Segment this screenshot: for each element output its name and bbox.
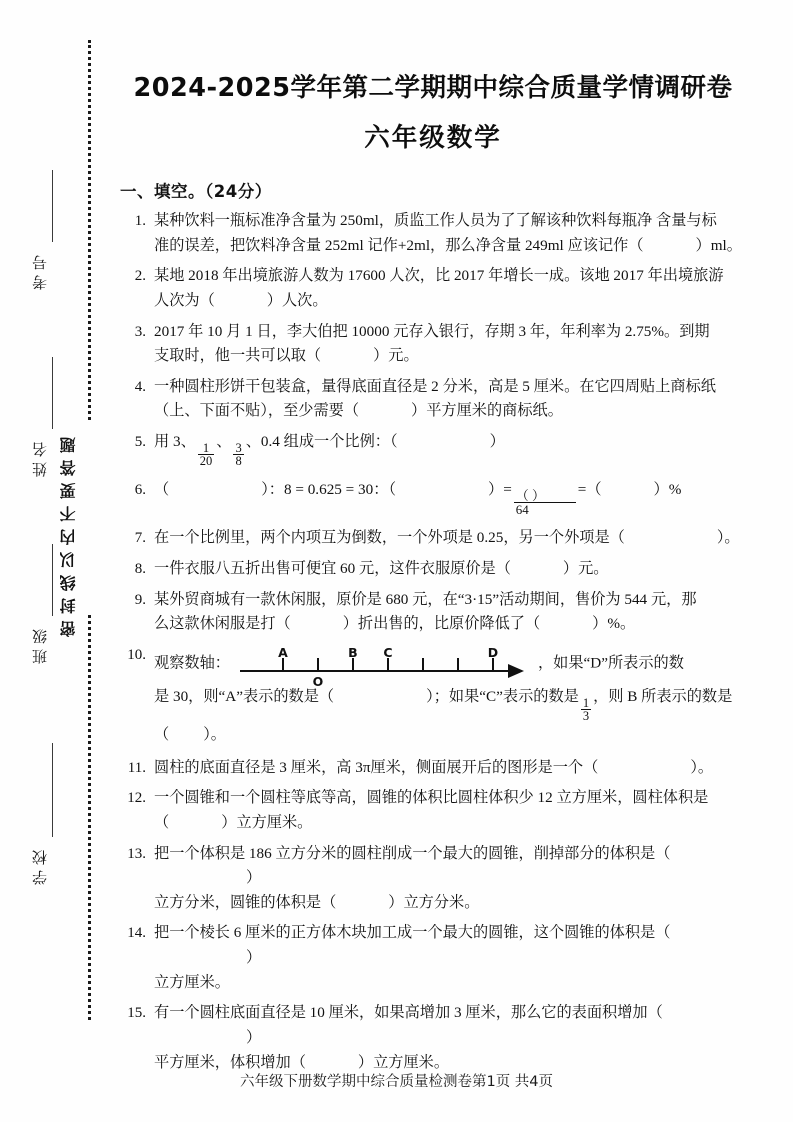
question-line: 某种饮料一瓶标准净含量为 250ml，质监工作人员为了了解该种饮料每瓶净 含量与标 xyxy=(154,212,717,229)
question-text xyxy=(154,478,750,516)
question-line: 2017 年 10 月 1 日，李大伯把 10000 元存入银行，存期 3 年，年利率为 2.75%。到期 xyxy=(154,322,710,340)
question-text xyxy=(154,643,750,748)
question-line: ） xyxy=(246,1028,262,1046)
question-line: 么这款休闲服是打（ xyxy=(154,615,291,633)
question-line: 圆柱的底面直径是 3 厘米，高 3π厘米，侧面展开后的图形是一个（ xyxy=(154,758,599,776)
number-line-tick xyxy=(422,658,424,672)
fraction-one-twentieth xyxy=(198,442,215,469)
seal-dotted-line-upper xyxy=(88,40,91,420)
number-line-label-c: C xyxy=(383,644,393,660)
question-item xyxy=(120,526,750,551)
question-item xyxy=(120,842,750,916)
question-item xyxy=(120,264,750,313)
question-number: 8. xyxy=(134,561,146,578)
question-text xyxy=(154,921,750,995)
question-line: ）立方厘米。 xyxy=(357,1053,449,1071)
question-line: （ xyxy=(154,726,170,744)
number-line-label-a: A xyxy=(278,644,288,660)
question-line: 立方厘米。 xyxy=(154,973,230,991)
question-part: ）% xyxy=(653,481,682,499)
field-label-class: 班级 xyxy=(33,624,49,664)
page-footer: 六年级下册数学期中综合质量检测卷第1页 共4页 xyxy=(239,1074,554,1090)
question-number: 13. xyxy=(127,845,146,862)
question-line: 准的误差，把饮料净含量 252ml 记作+2ml，那么净含量 249ml 应该记作（ xyxy=(154,236,644,254)
section-heading-fill-in-blanks: 一、填空。（24分） xyxy=(120,182,272,201)
question-text xyxy=(154,526,750,551)
question-line: （上、下面不贴），至少需要（ xyxy=(154,402,360,420)
question-line: ）平方厘米的商标纸。 xyxy=(411,402,563,420)
question-number: 2. xyxy=(134,268,146,285)
question-line: 人次为（ xyxy=(154,291,215,309)
question-line: ） xyxy=(246,869,262,887)
question-number: 1. xyxy=(134,213,146,229)
number-line-label-b: B xyxy=(348,644,358,660)
fraction-numerator: （ ） xyxy=(515,487,546,503)
number-line-label-o: O xyxy=(312,673,324,689)
question-item xyxy=(120,209,750,258)
question-line: ，则 B 所表示的数是 xyxy=(593,687,733,705)
seal-dotted-line-lower xyxy=(88,615,91,1020)
field-rule-class xyxy=(52,544,53,616)
question-line: 某地 2018 年出境旅游人数为 17600 人次，比 2017 年增长一成。该地 2017 年出境旅游 xyxy=(154,267,724,285)
fraction-numerator: 1 xyxy=(202,440,210,455)
question-text xyxy=(154,264,750,313)
question-line: 某外贸商城有一款休闲服，原价是 680 元，在“3·15”活动期间，售价为 544 元，那 xyxy=(154,590,697,608)
number-line-axis xyxy=(240,670,512,672)
question-number: 14. xyxy=(127,925,146,942)
question-line: ）；如果“C”表示的数是 xyxy=(426,687,579,705)
question-item xyxy=(120,1001,750,1075)
question-part: =（ xyxy=(577,481,602,499)
field-rule-school xyxy=(52,743,53,837)
fraction-numerator: 3 xyxy=(235,440,242,455)
question-item xyxy=(120,643,750,748)
question-line: ）人次。 xyxy=(266,291,328,309)
question-number: 9. xyxy=(134,591,146,608)
question-line: ）立方分米。 xyxy=(388,893,480,911)
question-line: 一种圆柱形饼干包装盒，量得底面直径是 2 分米，高是 5 厘米。在它四周贴上商标纸 xyxy=(154,377,716,395)
question-line: 有一个圆柱底面直径是 10 厘米，如果高增加 3 厘米，那么它的表面积增加（ xyxy=(154,1004,663,1022)
question-line: 支取时，他一共可以取（ xyxy=(154,347,322,365)
fraction-blank-over-64[interactable] xyxy=(514,489,576,517)
question-lead: 观察数轴： xyxy=(154,654,230,672)
question-body xyxy=(120,178,750,1081)
question-suffix: 、0.4 组成一个比例：（ xyxy=(245,433,398,450)
fraction-denominator: 20 xyxy=(199,454,213,469)
question-text xyxy=(154,557,750,582)
question-item xyxy=(120,786,750,835)
question-line: 平方厘米，体积增加（ xyxy=(154,1053,306,1071)
page-title: 2024-2025学年第二学期期中综合质量学情调研卷 xyxy=(133,73,733,103)
question-item xyxy=(120,375,750,424)
question-line: 一件衣服八五折出售可便宜 60 元，这件衣服原价是（ xyxy=(154,560,511,578)
question-line: ，如果“D”所表示的数 xyxy=(537,654,684,672)
question-text xyxy=(154,756,750,781)
question-item xyxy=(120,588,750,637)
question-line: 把一个体积是 186 立方分米的圆柱削成一个最大的圆锥，削掉部分的体积是（ xyxy=(154,844,671,862)
question-line: ） xyxy=(246,949,262,967)
question-text xyxy=(154,320,750,369)
question-number: 3. xyxy=(134,323,146,340)
question-line: ）元。 xyxy=(373,347,419,365)
question-number: 4. xyxy=(134,378,146,395)
question-line: 立方分米，圆锥的体积是（ xyxy=(154,893,337,911)
page-subtitle: 六年级数学 xyxy=(364,123,502,153)
number-line-tick xyxy=(457,658,459,672)
question-number: 10. xyxy=(127,646,146,663)
question-line: 是 30，则“A”表示的数是（ xyxy=(154,687,335,705)
question-prefix: 用 3、 xyxy=(154,433,196,450)
seal-line-text: 密封线以内不要答题 xyxy=(61,430,78,637)
question-number: 5. xyxy=(134,434,146,450)
question-separator: 、 xyxy=(216,433,232,450)
fraction-denominator: 3 xyxy=(582,709,590,724)
field-label-exam-number: 考号 xyxy=(33,250,49,290)
question-line: ）元。 xyxy=(562,560,609,578)
number-line-tick xyxy=(317,658,319,672)
question-tail: ） xyxy=(489,433,505,450)
question-part: ）= xyxy=(488,481,512,499)
question-line: 把一个棱长 6 厘米的正方体木块加工成一个最大的圆锥，这个圆锥的体积是（ xyxy=(154,924,671,942)
question-text xyxy=(154,430,750,468)
question-line: ）ml。 xyxy=(695,236,742,254)
field-label-name: 姓名 xyxy=(33,437,49,477)
question-item xyxy=(120,478,750,516)
field-rule-name xyxy=(52,357,53,429)
question-line: ）。 xyxy=(716,529,740,547)
seal-margin-column xyxy=(0,0,118,1122)
question-item xyxy=(120,756,750,781)
question-line: ）%。 xyxy=(592,615,636,633)
question-line: （ xyxy=(154,813,170,831)
question-text xyxy=(154,842,750,916)
field-label-school: 学校 xyxy=(33,845,49,885)
question-line: ）立方厘米。 xyxy=(221,813,313,831)
question-text xyxy=(154,209,750,258)
question-text xyxy=(154,786,750,835)
question-part: ）：8 = 0.625 = 30：（ xyxy=(261,481,397,499)
question-text xyxy=(154,588,750,637)
question-line: 一个圆锥和一个圆柱等底等高，圆锥的体积比圆柱体积少 12 立方厘米，圆柱体积是 xyxy=(154,789,709,807)
number-line-diagram xyxy=(234,643,534,689)
fraction-denominator: 8 xyxy=(235,454,242,469)
question-number: 11. xyxy=(127,759,146,776)
question-line: 在一个比例里，两个内项互为倒数，一个外项是 0.25，另一个外项是（ xyxy=(154,529,625,547)
number-line-label-d: D xyxy=(487,644,499,660)
question-number: 15. xyxy=(127,1005,146,1022)
question-item xyxy=(120,320,750,369)
question-part: （ xyxy=(154,481,170,499)
question-number: 12. xyxy=(127,790,146,807)
fraction-numerator: 1 xyxy=(582,695,590,710)
fraction-one-third xyxy=(581,697,591,724)
question-line: ）折出售的，比原价降低了（ xyxy=(342,615,541,633)
fraction-three-eighths xyxy=(233,442,243,469)
question-number: 6. xyxy=(134,482,146,499)
question-line: ）。 xyxy=(690,758,714,776)
question-text xyxy=(154,1001,750,1075)
question-item xyxy=(120,557,750,582)
question-text xyxy=(154,375,750,424)
field-rule-exam-number xyxy=(52,170,53,242)
fraction-denominator: 64 xyxy=(514,502,576,516)
question-number: 7. xyxy=(134,530,146,547)
question-line: ）。 xyxy=(203,726,226,744)
question-item xyxy=(120,430,750,468)
number-line-arrowhead-icon xyxy=(508,664,524,678)
question-item xyxy=(120,921,750,995)
